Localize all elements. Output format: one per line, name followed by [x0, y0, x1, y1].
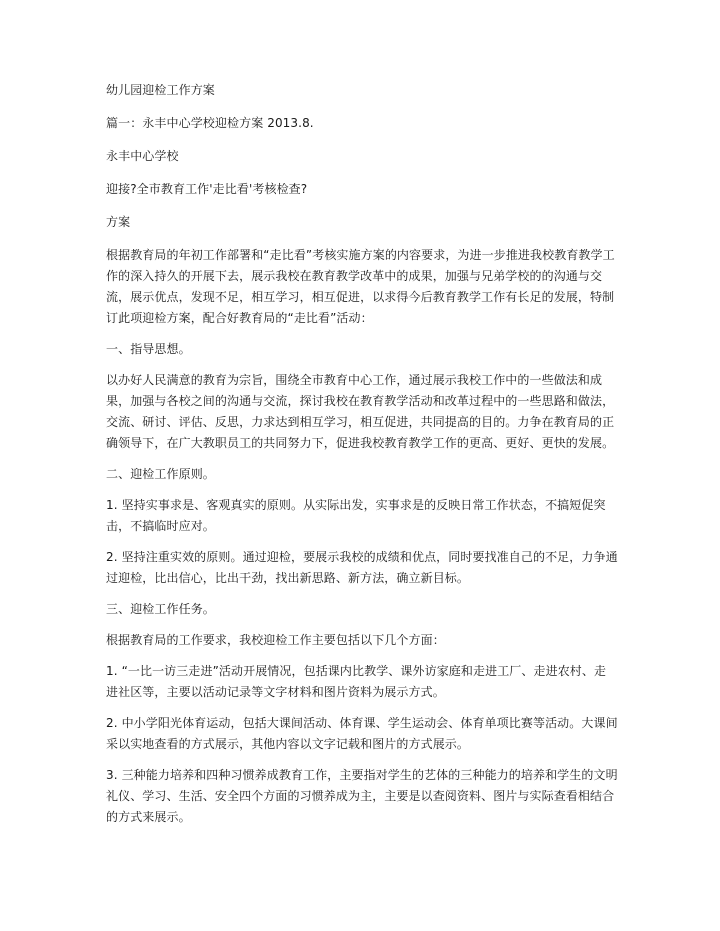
section2-item1: 1. 坚持实事求是、客观真实的原则。从实际出发，实事求是的反映日常工作状态，不搞短促突击，不搞临时应对。: [106, 498, 606, 533]
section3-heading: 三、迎检工作任务。: [106, 602, 215, 616]
section1-heading: 一、指导思想。: [106, 342, 191, 356]
section2-heading: 二、迎检工作原则。: [106, 467, 215, 481]
section1-body: 以办好人民满意的教育为宗旨，围绕全市教育中心工作，通过展示我校工作中的一些做法和成果，加强与各校之间的沟通与交流，探讨我校在教育教学活动和改革过程中的一些思路和做法，交流、研讨、评估、反思，力求达到相互学习，相互促进，共同提高的目的。力争在教育局的正确领导下，在广大教职员工的共同努力下，促进我校教育教学工作的更高、更好、更快的发展。: [106, 373, 615, 450]
section2-item2: 2. 坚持注重实效的原则。通过迎检，要展示我校的成绩和优点，同时要找准自己的不足，力争通过迎检，比出信心，比出干劲，找出新思路、新方法，确立新目标。: [106, 550, 618, 585]
document-title: 幼儿园迎检工作方案: [106, 83, 215, 97]
school-name: 永丰中心学校: [106, 149, 179, 163]
intro-paragraph: 根据教育局的年初工作部署和“走比看”考核实施方案的内容要求，为进一步推进我校教育教学工作的深入持久的开展下去，展示我校在教育教学改革中的成果，加强与兄弟学校的的沟通与交流，展示优点，发现不足，相互学习，相互促进，以求得今后教育教学工作有长足的发展，特制订此项迎检方案，配合好教育局的“走比看”活动：: [106, 248, 615, 325]
document-subtitle: 篇一：永丰中心学校迎检方案 2013.8.: [106, 116, 314, 130]
headline: 迎接?全市教育工作'走比看'考核检查?: [106, 182, 308, 196]
document-page: [106, 80, 618, 838]
section3-item2: 2. 中小学阳光体育运动，包括大课间活动、体育课、学生运动会、体育单项比赛等活动。大课间采以实地查看的方式展示，其他内容以文字记载和图片的方式展示。: [106, 716, 618, 751]
plan-label: 方案: [106, 215, 131, 229]
section3-intro: 根据教育局的工作要求，我校迎检工作主要包括以下几个方面：: [106, 633, 445, 647]
section3-item1: 1. “一比一访三走进”活动开展情况，包括课内比教学、课外访家庭和走进工厂、走进农村、走进社区等，主要以活动记录等文字材料和图片资料为展示方式。: [106, 664, 607, 699]
section3-item3: 3. 三种能力培养和四种习惯养成教育工作，主要指对学生的艺体的三种能力的培养和学生的文明礼仪、学习、生活、安全四个方面的习惯养成为主，主要是以查阅资料、图片与实际查看相结合的方式来展示。: [106, 768, 618, 824]
